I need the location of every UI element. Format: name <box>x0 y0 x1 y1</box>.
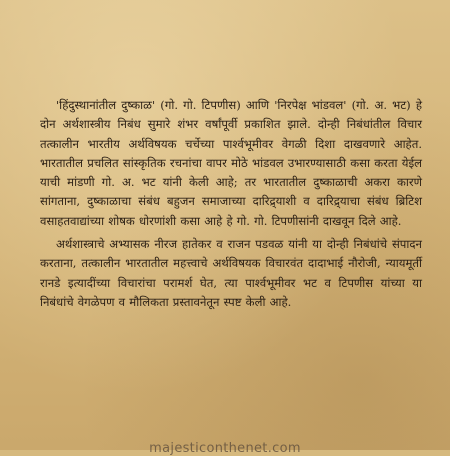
watermark: majesticonthenet.com <box>149 441 301 456</box>
blurb-text <box>40 96 422 312</box>
blurb-paragraph-2: अर्थशास्त्राचे अभ्यासक नीरज हातेकर व राजन पडवळ यांनी या दोन्ही निबंधांचे संपादन करताना, तत्कालीन भारतातील महत्त्वाचे अर्थविषयक विचारवंत दादाभाई नौरोजी, न्यायमूर्ती रानडे इत्यादींच्या विचारांचा परामर्श घेत, त्या पार्श्वभूमीवर भट व टिपणीस यांच्या या निबंधांचे वेगळेपण व मौलिकता प्रस्तावनेतून स्पष्ट केली आहे. <box>40 237 422 309</box>
blurb-paragraph-1: 'हिंदुस्थानांतील दुष्काळ' (गो. गो. टिपणीस) आणि 'निरपेक्ष भांडवल' (गो. अ. भट) हे दोन अर्थशास्त्रीय निबंध सुमारे शंभर वर्षांपूर्वी प्रकाशित झाले. दोन्ही निबंधांतील विचार तत्कालीन भारतीय अर्थविषयक चर्चेच्या पार्श्वभूमीवर वेगळी दिशा दाखवणारे आहेत. भारतातील प्रचलित सांस्कृतिक रचनांचा वापर मोठे भांडवल उभारण्यासाठी कसा करता येईल याची मांडणी गो. अ. भट यांनी केली आहे; तर भारतातील दुष्काळाची अकरा कारणे सांगताना, दुष्काळाचा संबंध बहुजन समाजाच्या दारिद्र्याशी व दारिद्र्याचा संबंध ब्रिटिश वसाहतवाद्यांच्या शोषक धोरणांशी कसा आहे हे गो. गो. टिपणीसांनी दाखवून दिले आहे. <box>40 98 422 228</box>
